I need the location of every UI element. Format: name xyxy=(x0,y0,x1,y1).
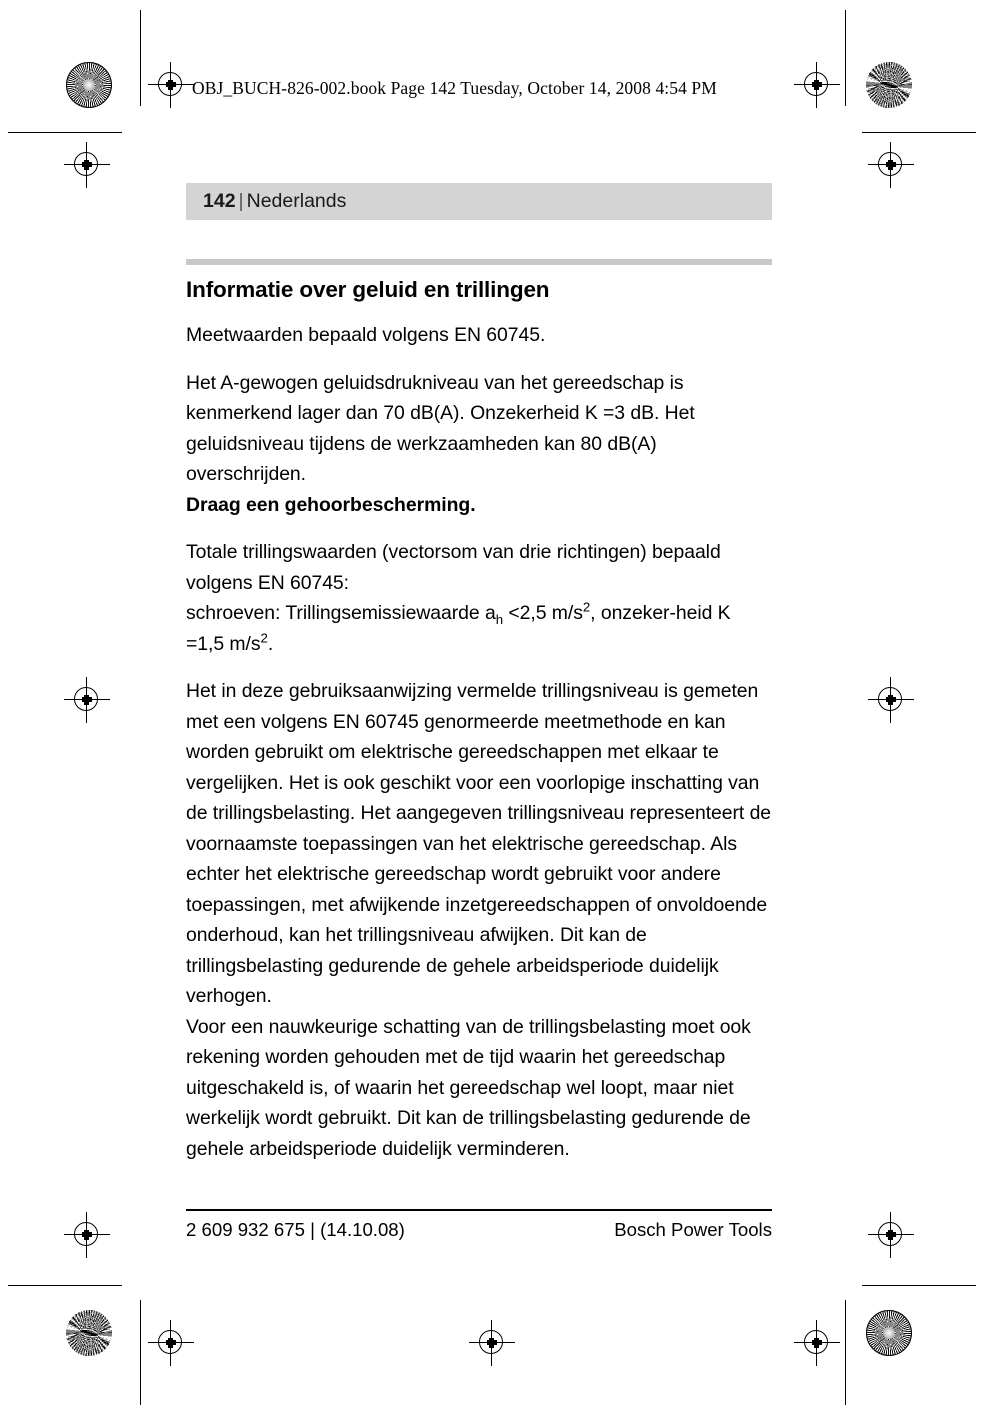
registration-moire-patch-bottom-left xyxy=(66,1310,112,1356)
trim-line-vertical-top-left xyxy=(140,10,141,106)
vibration-value-suffix: . xyxy=(267,632,274,655)
vibration-value-prefix: schroeven: Trillingsemissiewaarde a xyxy=(186,602,496,624)
page-number: 142 xyxy=(203,190,236,212)
registration-mark-bottom-right xyxy=(794,1320,840,1366)
vibration-superscript-squared-1: 2 xyxy=(582,599,591,615)
trim-line-horizontal-bottom-left xyxy=(8,1285,122,1286)
vibration-superscript-squared-2: 2 xyxy=(260,630,268,646)
page-header-separator: | xyxy=(238,190,244,212)
vibration-value-mid: <2,5 m/s xyxy=(503,602,583,624)
registration-mark-middle-left xyxy=(64,677,110,723)
file-info-text: OBJ_BUCH-826-002.book Page 142 Tuesday, October 14, 2008 4:54 PM xyxy=(192,78,717,98)
registration-mark-lower-right xyxy=(868,1212,914,1258)
registration-mark-upper-right xyxy=(868,142,914,188)
trim-line-horizontal-top-right xyxy=(862,132,976,133)
registration-mark-middle-right xyxy=(868,677,914,723)
registration-mark-bottom-left xyxy=(148,1320,194,1366)
footer-publisher: Bosch Power Tools xyxy=(614,1219,772,1240)
trim-line-vertical-bottom-left xyxy=(140,1300,141,1405)
trim-line-vertical-top-right xyxy=(845,10,846,106)
paragraph-noise-values: Het A-gewogen geluidsdrukniveau van het gereedschap is kenmerkend lager dan 70 dB(A). Onzekerheid K =3 dB. Het geluidsniveau tijdens de werkzaamheden kan 80 dB(A) overschrijden. xyxy=(186,371,695,485)
paragraph-vibration-estimate-note: Voor een nauwkeurige schatting van de trillingsbelasting moet ook rekening worden gehouden met de tijd waarin het gereedschap uitgeschakeld is, of waarin het gereedschap wel loopt, maar niet werkelijk wordt gebruikt. Dit kan de trillingsbelasting gedurende de gehele arbeidsperiode duidelijk verminderen. xyxy=(186,1015,751,1160)
paragraph-vibration-values xyxy=(186,598,772,659)
paragraph-measurement-standard: Meetwaarden bepaald volgens EN 60745. xyxy=(186,324,546,346)
trim-line-vertical-bottom-right xyxy=(845,1300,846,1405)
page-footer xyxy=(186,1209,772,1241)
registration-starburst-patch-bottom-right xyxy=(866,1310,912,1356)
file-info-line xyxy=(192,78,717,99)
page-content xyxy=(186,183,772,1164)
paragraph-vibration-totals-intro: Totale trillingswaarden (vectorsom van drie richtingen) bepaald volgens EN 60745: xyxy=(186,541,721,594)
trim-line-horizontal-top-left xyxy=(8,132,122,133)
registration-mark-top-right xyxy=(794,62,840,108)
page-header-bar xyxy=(186,183,772,220)
trim-line-horizontal-bottom-right xyxy=(862,1285,976,1286)
registration-mark-upper-left xyxy=(64,142,110,188)
registration-mark-bottom-center xyxy=(469,1320,515,1366)
registration-moire-patch-top-right xyxy=(866,62,912,108)
vibration-value-mid2: , onzeker-heid K =1,5 m/s xyxy=(186,602,731,655)
registration-mark-lower-left xyxy=(64,1212,110,1258)
registration-mark-top-left xyxy=(148,62,194,108)
registration-starburst-patch-top-left xyxy=(66,62,112,108)
paragraph-vibration-level-explanation: Het in deze gebruiksaanwijzing vermelde trillingsniveau is gemeten met een volgens EN 60745 genormeerde meetmethode en kan worden gebruikt om elektrische gereedschappen met elkaar te vergelijken. Het is ook geschikt voor een voorlopige inschatting van de trillingsbelasting. Het aangegeven trillingsniveau representeert de voornaamste toepassingen van het elektrische gereedschap. Als echter het elektrische gereedschap wordt gebruikt voor andere toepassingen, met afwijkende inzetgereedschappen of onvoldoende onderhoud, kan het trillingsniveau afwijken. Dit kan de trillingsbelasting gedurende de gehele arbeidsperiode duidelijk verhogen. xyxy=(186,680,772,1007)
footer-rule xyxy=(186,1209,772,1211)
section-heading: Informatie over geluid en trillingen xyxy=(186,277,550,302)
page-header-language: Nederlands xyxy=(246,190,347,212)
paragraph-hearing-protection-warning: Draag een gehoorbescherming. xyxy=(186,493,476,516)
section-rule-bar xyxy=(186,259,772,265)
vibration-subscript-h: h xyxy=(495,611,504,627)
footer-document-number: 2 609 932 675 | (14.10.08) xyxy=(186,1219,405,1240)
